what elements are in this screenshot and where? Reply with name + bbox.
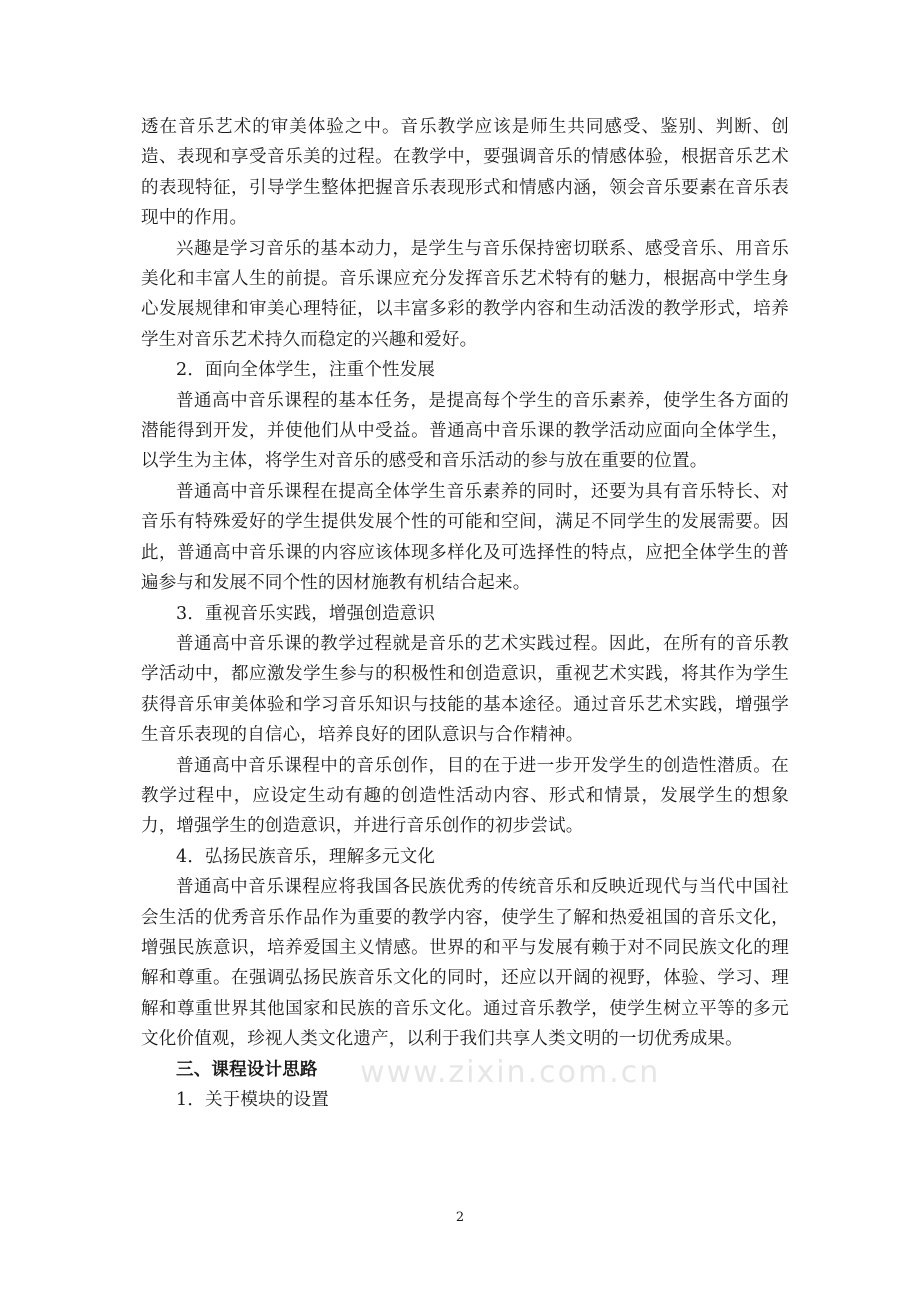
- document-page: [141, 112, 789, 1115]
- section-heading-course-design: 三、课程设计思路: [176, 1059, 318, 1080]
- subheading-4: 4．弘扬民族音乐，理解多元文化: [176, 846, 436, 867]
- page-number: 2: [455, 1210, 465, 1225]
- paragraph-individuality: 普通高中音乐课程在提高全体学生音乐素养的同时，还要为具有音乐特长、对音乐有特殊爱好的学生提供发展个性的可能和空间，满足不同学生的发展需要。因此，普通高中音乐课的内容应该体现多样化及可选择性的特点，应把全体学生的普遍参与和发展不同个性的因材施教有机结合起来。: [141, 481, 789, 594]
- subheading-3: 3．重视音乐实践，增强创造意识: [176, 603, 436, 624]
- watermark: www.zixin.com.cn: [360, 1055, 661, 1090]
- paragraph-interest: 兴趣是学习音乐的基本动力，是学生与音乐保持密切联系、感受音乐、用音乐美化和丰富人生的前提。音乐课应充分发挥音乐艺术特有的魅力，根据高中学生身心发展规律和审美心理特征，以丰富多彩的教学内容和生动活泼的教学形式，培养学生对音乐艺术持久而稳定的兴趣和爱好。: [141, 238, 789, 350]
- paragraph-creation: 普通高中音乐课程中的音乐创作，目的在于进一步开发学生的创造性潜质。在教学过程中，应设定生动有趣的创造性活动内容、形式和情景，发展学生的想象力，增强学生的创造意识，并进行音乐创作的初步尝试。: [141, 755, 789, 837]
- paragraph-continuation: 透在音乐艺术的审美体验之中。音乐教学应该是师生共同感受、鉴别、判断、创造、表现和享受音乐美的过程。在教学中，要强调音乐的情感体验，根据音乐艺术的表现特征，引导学生整体把握音乐表现形式和情感内涵，领会音乐要素在音乐表现中的作用。: [141, 117, 789, 229]
- subheading-module-setup: 1．关于模块的设置: [176, 1090, 329, 1110]
- paragraph-national-music: 普通高中音乐课程应将我国各民族优秀的传统音乐和反映近现代与当代中国社会生活的优秀音乐作品作为重要的教学内容，使学生了解和热爱祖国的音乐文化，增强民族意识，培养爱国主义情感。世界的和平与发展有赖于对不同民族文化的理解和尊重。在强调弘扬民族音乐文化的同时，还应以开阔的视野，体验、学习、理解和尊重世界其他国家和民族的音乐文化。通过音乐教学，使学生树立平等的多元文化价值观，珍视人类文化遗产，以利于我们共享人类文明的一切优秀成果。: [141, 877, 789, 1050]
- subheading-2: 2．面向全体学生，注重个性发展: [176, 360, 436, 381]
- paragraph-practice: 普通高中音乐课的教学过程就是音乐的艺术实践过程。因此，在所有的音乐教学活动中，都应激发学生参与的积极性和创造意识，重视艺术实践，将其作为学生获得音乐审美体验和学习音乐知识与技能的基本途径。通过音乐艺术实践，增强学生音乐表现的自信心，培养良好的团队意识与合作精神。: [141, 633, 789, 746]
- paragraph-basic-task: 普通高中音乐课程的基本任务，是提高每个学生的音乐素养，使学生各方面的潜能得到开发，并使他们从中受益。普通高中音乐课的教学活动应面向全体学生，以学生为主体，将学生对音乐的感受和音乐活动的参与放在重要的位置。: [141, 390, 789, 472]
